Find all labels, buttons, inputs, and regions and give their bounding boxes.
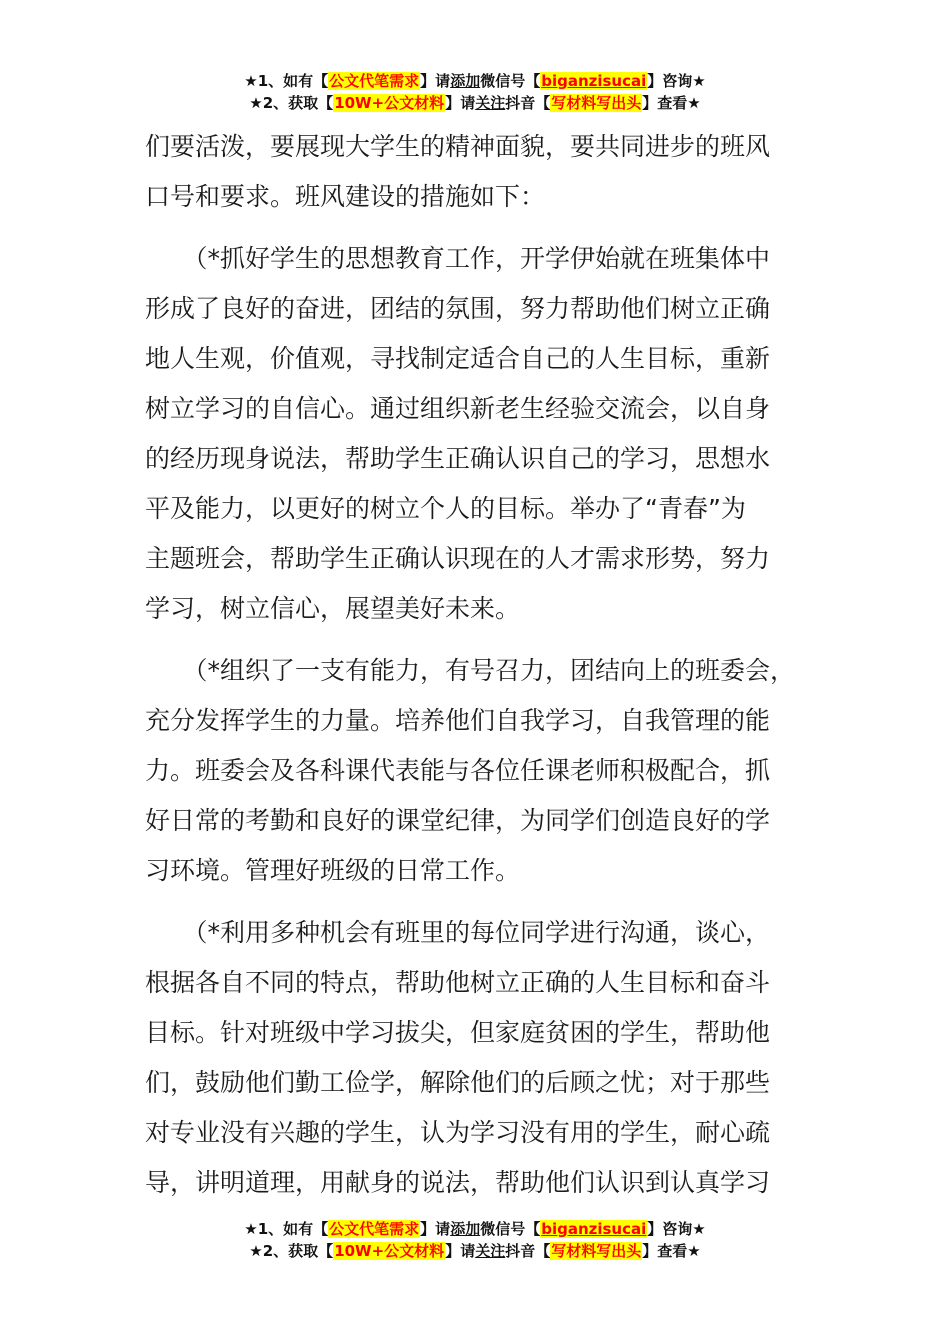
text-line: 力。班委会及各科课代表能与各位任课老师积极配合，抓 bbox=[145, 756, 771, 785]
banner-text: 抖音【 bbox=[505, 1242, 551, 1260]
banner-emphasis: 关注 bbox=[475, 1242, 506, 1260]
text-line: 们，鼓励他们勤工俭学，解除他们的后顾之忧；对于那些 bbox=[145, 1068, 771, 1097]
text-line: 形成了良好的奋进，团结的氛围，努力帮助他们树立正确 bbox=[145, 294, 771, 323]
banner-text: ★2、获取【 bbox=[249, 1242, 334, 1260]
banner-text: ★1、如有【 bbox=[244, 1220, 329, 1238]
text-line: （*组织了一支有能力，有号召力，团结向上的班委会， bbox=[145, 656, 796, 685]
paragraph bbox=[145, 234, 825, 634]
text-line: 好日常的考勤和良好的课堂纪律，为同学们创造良好的学 bbox=[145, 806, 771, 835]
banner-text: 】咨询★ bbox=[647, 72, 706, 90]
text-line: 根据各自不同的特点，帮助他树立正确的人生目标和奋斗 bbox=[145, 968, 771, 997]
text-line: 习环境。管理好班级的日常工作。 bbox=[145, 856, 521, 885]
banner-text: ★1、如有【 bbox=[244, 72, 329, 90]
banner-text: 】查看★ bbox=[642, 94, 701, 112]
banner-line-2 bbox=[0, 92, 950, 114]
text-line: 导，讲明道理，用献身的说法，帮助他们认识到认真学习 bbox=[145, 1168, 771, 1197]
banner-text: 】请 bbox=[420, 72, 451, 90]
text-line: 的经历现身说法，帮助学生正确认识自己的学习，思想水 bbox=[145, 444, 771, 473]
banner-text: 】请 bbox=[445, 94, 476, 112]
banner-emphasis: 添加 bbox=[450, 1220, 481, 1238]
banner-wechat-id: biganzisucai bbox=[541, 72, 647, 90]
text-line: （*利用多种机会有班里的每位同学进行沟通，谈心， bbox=[145, 918, 771, 947]
text-line: 树立学习的自信心。通过组织新老生经验交流会，以自身 bbox=[145, 394, 771, 423]
text-line: 平及能力，以更好的树立个人的目标。举办了“青春”为 bbox=[145, 494, 746, 523]
banner-line-2 bbox=[0, 1240, 950, 1262]
banner-text: 】请 bbox=[445, 1242, 476, 1260]
paragraph bbox=[145, 908, 825, 1208]
text-line: 充分发挥学生的力量。培养他们自我学习，自我管理的能 bbox=[145, 706, 771, 735]
banner-highlight: 10W+公文材料 bbox=[334, 94, 445, 112]
text-line: 们要活泼，要展现大学生的精神面貌，要共同进步的班风 bbox=[145, 132, 771, 161]
text-line: （*抓好学生的思想教育工作，开学伊始就在班集体中 bbox=[145, 244, 771, 273]
text-line: 口号和要求。班风建设的措施如下： bbox=[145, 182, 546, 211]
banner-text: ★2、获取【 bbox=[249, 94, 334, 112]
text-line: 地人生观，价值观，寻找制定适合自己的人生目标，重新 bbox=[145, 344, 771, 373]
banner-wechat-id: biganzisucai bbox=[541, 1220, 647, 1238]
paragraph bbox=[145, 646, 825, 896]
banner-highlight: 10W+公文材料 bbox=[334, 1242, 445, 1260]
banner-line-1 bbox=[0, 70, 950, 92]
footer-banner bbox=[0, 1218, 950, 1262]
text-line: 目标。针对班级中学习拔尖，但家庭贫困的学生，帮助他 bbox=[145, 1018, 771, 1047]
banner-text: 抖音【 bbox=[505, 94, 551, 112]
banner-line-1 bbox=[0, 1218, 950, 1240]
banner-text: 】查看★ bbox=[642, 1242, 701, 1260]
text-line: 对专业没有兴趣的学生，认为学习没有用的学生，耐心疏 bbox=[145, 1118, 771, 1147]
banner-highlight: 公文代笔需求 bbox=[329, 1220, 420, 1238]
document-body bbox=[145, 122, 825, 1208]
banner-text: 微信号【 bbox=[480, 72, 541, 90]
banner-highlight: 写材料写出头 bbox=[551, 94, 642, 112]
banner-text: 】请 bbox=[420, 1220, 451, 1238]
banner-text: 微信号【 bbox=[480, 1220, 541, 1238]
banner-text: 】咨询★ bbox=[647, 1220, 706, 1238]
text-line: 主题班会，帮助学生正确认识现在的人才需求形势，努力 bbox=[145, 544, 771, 573]
text-line: 学习，树立信心，展望美好未来。 bbox=[145, 594, 521, 623]
paragraph bbox=[145, 122, 825, 222]
banner-emphasis: 添加 bbox=[450, 72, 481, 90]
banner-emphasis: 关注 bbox=[475, 94, 506, 112]
banner-highlight: 公文代笔需求 bbox=[329, 72, 420, 90]
header-banner bbox=[0, 70, 950, 114]
banner-highlight: 写材料写出头 bbox=[551, 1242, 642, 1260]
